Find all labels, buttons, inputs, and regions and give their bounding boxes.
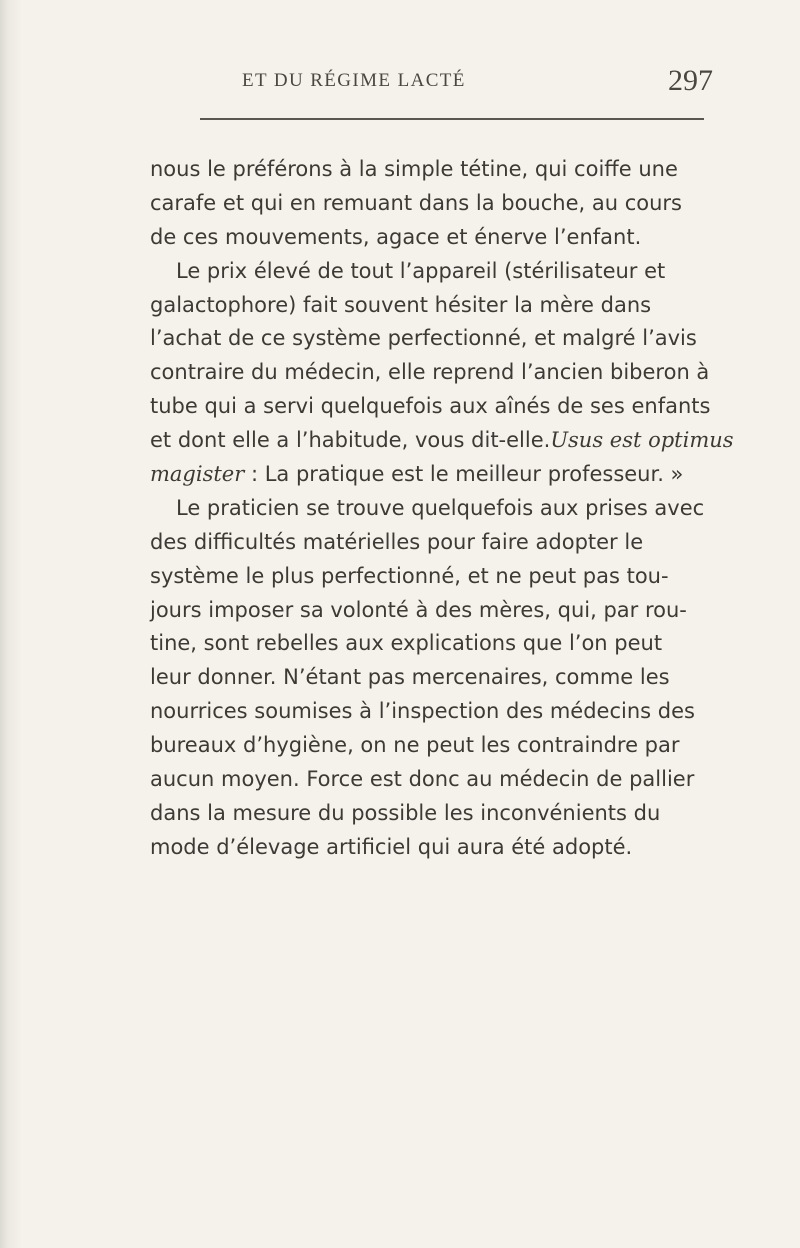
text-line: Le prix élevé de tout l’appareil (stérilisateur et bbox=[176, 258, 666, 283]
text-line: Le praticien se trouve quelquefois aux prises avec bbox=[176, 495, 705, 520]
text-segment: et dont elle a l’habitude, vous dit-elle. bbox=[150, 428, 551, 453]
text-line: de ces mouvements, agace et énerve l’enfant. bbox=[150, 224, 642, 249]
text-line: aucun moyen. Force est donc au médecin de pallier bbox=[150, 767, 695, 792]
text-line: mode d’élevage artificiel qui aura été adopté. bbox=[150, 834, 633, 859]
body-text bbox=[150, 153, 734, 865]
text-line: contraire du médecin, elle reprend l’ancien biberon à bbox=[150, 360, 710, 385]
text-line-with-quote bbox=[150, 424, 734, 458]
text-line: l’achat de ce système perfectionné, et malgré l’avis bbox=[150, 326, 697, 351]
text-line: système le plus perfectionné, et ne peut pas tou- bbox=[150, 563, 669, 588]
running-head: ET DU RÉGIME LACTÉ bbox=[242, 70, 466, 91]
page-number: 297 bbox=[668, 64, 713, 97]
text-segment: : La pratique est le meilleur professeur. » bbox=[250, 462, 684, 487]
text-line: des difficultés matérielles pour faire adopter le bbox=[150, 529, 644, 554]
text-line: dans la mesure du possible les inconvénients du bbox=[150, 800, 661, 825]
latin-quote: Usus est optimus bbox=[550, 428, 734, 453]
text-line: leur donner. N’étant pas mercenaires, comme les bbox=[150, 665, 670, 690]
header-rule bbox=[200, 118, 704, 120]
text-line: bureaux d’hygiène, on ne peut les contraindre par bbox=[150, 733, 680, 758]
text-line: nous le préférons à la simple tétine, qui coiffe une bbox=[150, 157, 678, 181]
text-line: nourrices soumises à l’inspection des médecins des bbox=[150, 699, 695, 724]
text-line: jours imposer sa volonté à des mères, qui, par rou- bbox=[150, 597, 687, 622]
text-line-with-quote bbox=[150, 458, 712, 492]
text-line: galactophore) fait souvent hésiter la mère dans bbox=[150, 292, 652, 317]
latin-quote: magister bbox=[150, 462, 245, 487]
text-line: tine, sont rebelles aux explications que l’on peut bbox=[150, 631, 663, 656]
text-line: tube qui a servi quelquefois aux aînés de ses enfants bbox=[150, 394, 711, 419]
text-line: carafe et qui en remuant dans la bouche, au cours bbox=[150, 190, 682, 215]
